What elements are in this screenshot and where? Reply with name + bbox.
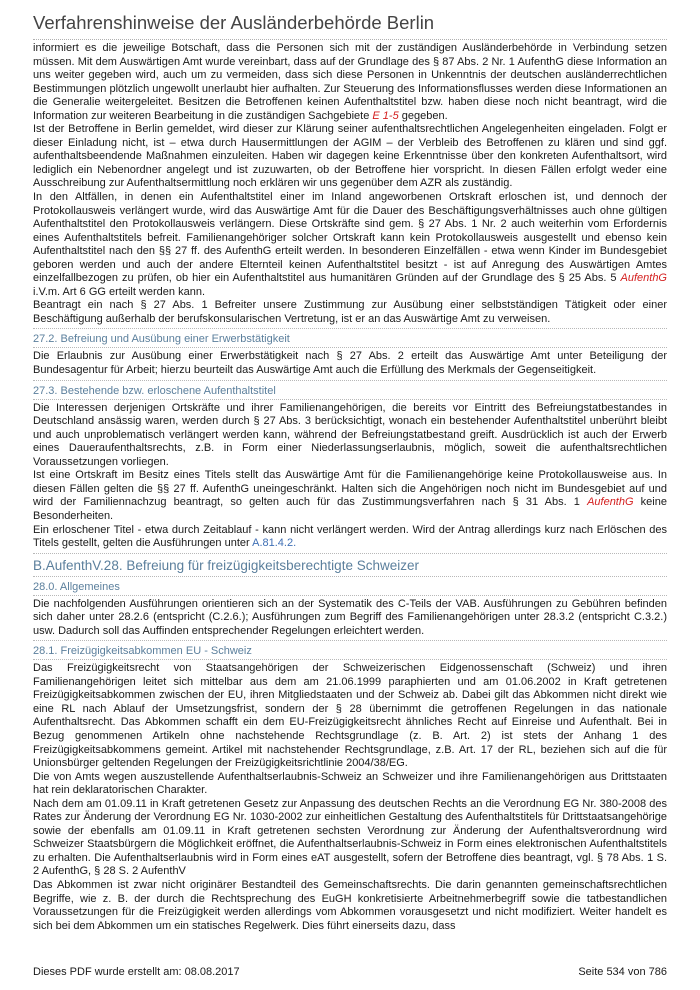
paragraph: Das Abkommen ist zwar nicht originärer Bestandteil des Gemeinschaftsrechts. Die darin genannten gemeinschaftsrechtlichen Begriffe, wie z. B. der durch die Rechtsprechung des EuGH konkretisierte Arbeitnehmerbegriff sowie die tatbestandlichen Voraussetzungen für die Freizügigkeit werden allerdings vom Abkommen vorausgesetzt und nicht modifiziert. Weiter handelt es sich bei dem Abkommen um ein statisches Regelwerk. Dies führt einerseits dazu, dass [33, 878, 667, 932]
section-text [33, 662, 667, 933]
reference-link[interactable]: AufenthG [620, 272, 667, 285]
paragraph: Ein erloschener Titel - etwa durch Zeitablauf - kann nicht verlängert werden. Wird der Antrag allerdings kurz nach Erlöschen des Titels gestellt, gelten die Ausführungen unter A.81.4.2. [33, 523, 667, 550]
section-text [33, 598, 667, 642]
paragraph: Die von Amts wegen auszustellende Aufenthaltserlaubnis-Schweiz an Schweizer und ihre Familienangehörigen aus Drittstaaten hat rein deklaratorischen Charakter. [33, 770, 667, 797]
document-page [33, 0, 667, 933]
section-heading: 28.0. Allgemeines [33, 580, 667, 596]
paragraph: In den Altfällen, in denen ein Aufenthaltstitel einer im Inland angeworbenen Ortskraft erloschen ist, und dennoch der Protokollausweis verlängert wurde, wird das Auswärtige Amt für die Dauer des Beschäftigungsverhältnisses auch ohne gültigen Aufenthaltstitel den Protokollausweis verlängern. Diese Ortskräfte sind gem. § 27 Abs. 1 Nr. 2 auch weiterhin vom Erfordernis eines Aufenthaltstitels befreit. Familienangehöriger solcher Ortskraft kann kein Protokollausweis ausgestellt und ebenso kein Aufenthaltstitel nach den §§ 27 ff. des AufenthG erteilt werden. In besonderen Einzelfällen - etwa wenn Kinder im Bundesgebiet geboren werden und auch der andere Elternteil keinen Aufenthaltstitel besitzt - ist auf Anregung des Auswärtigen Amtes einzelfallbezogen zu prüfen, ob hier ein Aufenthaltstitel aus humanitären Gründen auf der Grundlage des § 25 Abs. 5 AufenthG i.V.m. Art 6 GG erteilt werden kann. [33, 191, 667, 298]
section-text [33, 402, 667, 554]
chapter-heading: B.AufenthV.28. Befreiung für freizügigkeitsberechtigte Schweizer [33, 557, 667, 577]
paragraph: informiert es die jeweilige Botschaft, dass die Personen sich mit der zuständigen Ausländerbehörde in Verbindung setzen müssen. Mit dem Auswärtigen Amt wurde vereinbart, dass auf der Grundlage des § 87 Abs. 2 Nr. 1 AufenthG diese Information an uns weiter gegeben wird, auch um zu vermeiden, dass sich diese Personen in Unkenntnis der deutschen ausländerrechtlichen Bestimmungen plötzlich ungewollt unerlaubt hier aufhalten. Zur Steuerung des Informationsflusses werden diese Informationen an die Generalie weitergeleitet. Besitzen die Betroffenen keinen Aufenthaltstitel bzw. haben diese noch nicht beantragt, wird die Information zur weiteren Bearbeitung in die zuständigen Sachgebiete E 1-5 gegeben. [33, 42, 667, 122]
section-heading: 27.2. Befreiung und Ausübung einer Erwerbstätigkeit [33, 332, 667, 348]
section-heading: 27.3. Bestehende bzw. erloschene Aufenthaltstitel [33, 384, 667, 400]
paragraph: Die Erlaubnis zur Ausübung einer Erwerbstätigkeit nach § 27 Abs. 2 erteilt das Auswärtige Amt unter Beteiligung der Bundesagentur für Arbeit; hierzu beurteilt das Auswärtige Amt auch die Erfüllung des Merkmals der Gegenseitigkeit. [33, 350, 667, 377]
intro-text [33, 42, 667, 329]
paragraph: Ist der Betroffene in Berlin gemeldet, wird dieser zur Klärung seiner aufenthaltsrechtlichen Angelegenheiten eingeladen. Folgt er dieser Einladung nicht, ist – etwa durch Hausermittlungen der AGIM – der Verbleib des Betroffenen zu klären und sind ggf. aufenthaltsbeendende Maßnahmen einzuleiten. Haben wir dagegen keine Erkenntnisse über den konkreten Aufenthaltsort, wird lediglich ein Nebenordner angelegt und ist zuzuwarten, ob der Betroffene hier vorspricht. In diesen Fällen erfolgt weder eine Ausschreibung zur Aufenthaltsermittlung noch erklären wir uns gegenüber dem AZR als zuständig. [33, 123, 667, 190]
paragraph: Ist eine Ortskraft im Besitz eines Titels stellt das Auswärtige Amt für die Familienangehörige keine Protokollausweise aus. In diesen Fällen gelten die §§ 27 ff. AufenthG uneingeschränkt. Halten sich die Angehörigen noch nicht im Bundesgebiet auf und wird der Familiennachzug beantragt, so gelten auch für das Zustimmungsverfahren nach § 31 Abs. 1 AufenthG keine Besonderheiten. [33, 469, 667, 522]
paragraph: Das Freizügigkeitsrecht von Staatsangehörigen der Schweizerischen Eidgenossenschaft (Schweiz) und ihren Familienangehörigen leitet sich mittelbar aus dem am 21.06.1999 paraphierten und am 01.06.2002 in Kraft getretenen Freizügigkeitsabkommen zwischen der EU, ihren Mitgliedstaaten und der Schweiz ab. Dabei gilt das Abkommen nicht direkt wie eine RL nach Ablauf der Umsetzungsfrist, sondern der § 28 übernimmt die getroffenen Regelungen in das nationale Aufenthaltsrecht. Das Abkommen schafft ein dem EU-Freizügigkeitsrecht ähnliches Recht auf Einreise und Aufenthalt. Bei in Bezug genommenen Artikeln ohne nachstehende Rechtsgrundlage (z. B. Art. 2) ist stets der Anhang 1 des Freizügigkeitsabkommens gemeint. Artikel mit nachstehender Rechtsgrundlage, z.B. Art. 17 der RL, beziehen sich auf die für Unionsbürger geltenden Regelungen der Freizügigkeitsrichtlinie 2004/38/EG. [33, 662, 667, 770]
page-number: Seite 534 von 786 [578, 966, 667, 978]
creation-date: Dieses PDF wurde erstellt am: 08.08.2017 [33, 966, 240, 978]
reference-link[interactable]: E 1-5 [372, 109, 399, 122]
section-text [33, 350, 667, 380]
cross-reference-link[interactable]: A.81.4.2. [252, 537, 297, 550]
document-title: Verfahrenshinweise der Ausländerbehörde Berlin [33, 12, 435, 33]
title-divider [33, 39, 667, 40]
paragraph: Nach dem am 01.09.11 in Kraft getretenen Gesetz zur Anpassung des deutschen Rechts an die Verordnung EG Nr. 380-2008 des Rates zur Änderung der Verordnung EG Nr. 1030-2002 zur einheitlichen Gestaltung des Aufenthaltstitels für Drittstaatsangehörige sowie der ebenfalls am 01.09.11 in Kraft getretenen sechsten Verordnung zur Änderung der Aufenthaltsverordnung wird Schweizer Staatsbürgern die Möglichkeit eröffnet, die Aufenthaltserlaubnis-Schweiz in Form eines elektronischen Aufenthaltstitels zu erhalten. Die Aufenthaltserlaubnis wird in Form eines eAT ausgestellt, sofern der Betroffene dies beantragt, vgl. § 78 Abs. 1 S. 2 AufenthG, § 28 S. 2 AufenthV [33, 797, 667, 878]
reference-link[interactable]: AufenthG [587, 496, 634, 509]
page-footer [33, 966, 667, 978]
paragraph: Die nachfolgenden Ausführungen orientieren sich an der Systematik des C-Teils der VAB. Ausführungen zu Gebühren befinden sich daher unter 28.2.6 (entspricht (C.2.6.); Ausführungen zum Begriff des Familienangehörigen unter 28.3.2 (entspricht C.3.2.) usw. Dadurch soll das Auffinden entsprechender Regelungen erleichtert werden. [33, 597, 667, 637]
paragraph: Beantragt ein nach § 27 Abs. 1 Befreiter unsere Zustimmung zur Ausübung einer selbstständigen Tätigkeit oder einer Beschäftigung außerhalb der berufskonsularischen Vertretung, ist er an das Auswärtige Amt zu verweisen. [33, 299, 667, 325]
section-heading: 28.1. Freizügigkeitsabkommen EU - Schweiz [33, 644, 667, 660]
paragraph: Die Interessen derjenigen Ortskräfte und ihrer Familienangehörigen, die bereits vor Eintritt des Befreiungstatbestandes in Deutschland ansässig waren, werden durch § 27 Abs. 3 berücksichtigt, wonach ein bestehender Aufenthaltstitel unberührt bleibt und auch unproblematisch verlängert werden kann, während der Befreiungstatbestand greift. Ausdrücklich ist auch der Erwerb eines Daueraufenthaltsrechts, z.B. in Form einer Niederlassungserlaubnis, möglich, soweit die aufenthaltsrechtlichen Voraussetzungen vorliegen. [33, 401, 667, 468]
